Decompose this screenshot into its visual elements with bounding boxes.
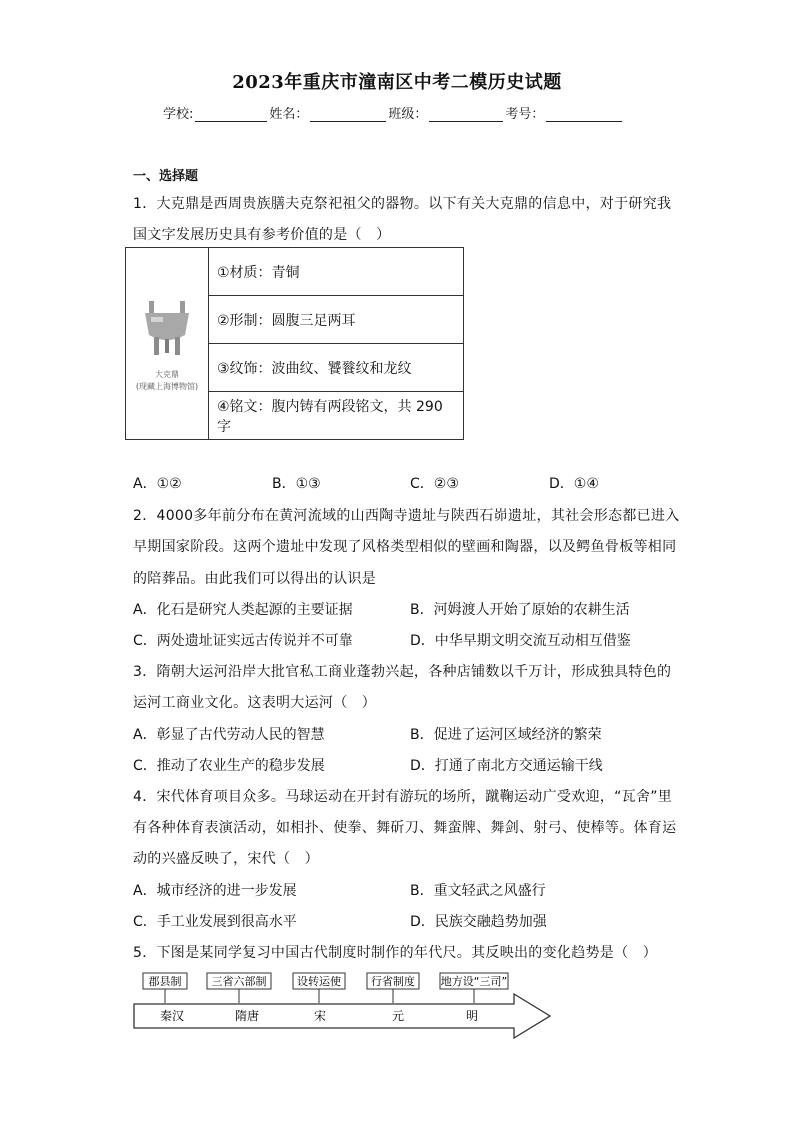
image-caption-name: 大克鼎	[155, 369, 179, 379]
q2-stem-line2: 早期国家阶段。这两个遗址中发现了风格类型相似的壁画和陶器，以及鳄鱼骨板等相同	[133, 539, 677, 555]
q1-stem-line2: 国文字发展历史具有参考价值的是（ ）	[133, 227, 391, 243]
q1-table-row-shape: ②形制：圆腹三足两耳	[209, 296, 464, 344]
student-info-row	[163, 103, 622, 122]
system-label: 设转运使	[297, 975, 341, 988]
q4-option-c[interactable]: C．手工业发展到很高水平	[133, 914, 297, 930]
q2-option-a[interactable]: A．化石是研究人类起源的主要证据	[133, 602, 353, 618]
q1-stem-line1: 1．大克鼎是西周贵族膳夫克祭祀祖父的器物。以下有关大克鼎的信息中，对于研究我	[133, 196, 672, 212]
q4-option-d[interactable]: D．民族交融趋势加强	[410, 914, 547, 930]
image-caption-museum: (现藏上海博物馆)	[135, 381, 199, 391]
dynasty-label: 秦汉	[159, 1009, 185, 1023]
q2-stem-line1: 2．4000多年前分布在黄河流域的山西陶寺遗址与陕西石峁遗址，其社会形态都已进入	[133, 508, 680, 524]
system-label: 行省制度	[371, 975, 415, 988]
q2-stem-line3: 的陪葬品。由此我们可以得出的认识是	[133, 571, 377, 587]
dynasty-label: 元	[391, 1009, 405, 1023]
q1-option-a[interactable]: A．①②	[133, 476, 182, 492]
class-label: 班级：	[388, 107, 428, 122]
system-label: 郡县制	[148, 975, 182, 988]
school-label: 学校:	[163, 107, 194, 122]
system-label: 三省六部制	[211, 975, 267, 988]
q1-option-d[interactable]: D．①④	[549, 476, 599, 492]
timeline-item-1	[143, 973, 187, 1023]
q3-option-a[interactable]: A．彰显了古代劳动人民的智慧	[133, 727, 325, 743]
q1-option-b[interactable]: B．①③	[272, 476, 321, 492]
timeline-item-4	[367, 973, 419, 1023]
timeline-item-3	[293, 973, 345, 1023]
name-label: 姓名：	[269, 107, 309, 122]
q2-option-b[interactable]: B．河姆渡人开始了原始的农耕生活	[410, 602, 630, 618]
bronze-ding-image	[127, 295, 207, 365]
q4-stem-line2: 有各种体育表演活动，如相扑、使拳、舞斫刀、舞蛮牌、舞剑、射弓、使棒等。体育运	[133, 820, 677, 836]
q3-option-d[interactable]: D．打通了南北方交通运输干线	[410, 758, 603, 774]
q1-option-c[interactable]: C．②③	[410, 476, 459, 492]
class-blank[interactable]	[429, 107, 503, 122]
q3-stem-line1: 3．隋朝大运河沿岸大批官私工商业蓬勃兴起，各种店铺数以千万计，形成独具特色的	[133, 664, 672, 680]
q3-stem-line2: 运河工商业文化。这表明大运河（ ）	[133, 695, 377, 711]
school-blank[interactable]	[195, 107, 267, 122]
dynasty-label: 隋唐	[234, 1009, 260, 1023]
name-blank[interactable]	[310, 107, 386, 122]
timeline-item-5	[440, 973, 508, 1023]
q5-stem-line1: 5．下图是某同学复习中国古代制度时制作的年代尺。其反映出的变化趋势是（ ）	[133, 945, 658, 961]
timeline-arrow	[134, 994, 550, 1038]
dynasty-label: 明	[465, 1009, 479, 1023]
q1-table-row-material: ①材质：青铜	[209, 248, 464, 296]
exam-number-label: 考号：	[505, 107, 545, 122]
system-label: 地方设“三司”	[440, 975, 508, 988]
q2-option-c[interactable]: C．两处遗址证实远古传说并不可靠	[133, 633, 353, 649]
exam-title: 2023年重庆市潼南区中考二模历史试题	[232, 72, 562, 93]
ding-image-cell	[126, 248, 209, 440]
q4-stem-line3: 动的兴盛反映了，宋代（ ）	[133, 851, 319, 867]
q3-option-c[interactable]: C．推动了农业生产的稳步发展	[133, 758, 325, 774]
q1-info-table	[125, 247, 464, 440]
q1-table-row-pattern: ③纹饰：波曲纹、饕餮纹和龙纹	[209, 344, 464, 392]
q1-table-row-inscription: ④铭文：腹内铸有两段铭文，共 290 字	[209, 392, 464, 440]
dynasty-label: 宋	[313, 1009, 327, 1023]
q4-option-a[interactable]: A．城市经济的进一步发展	[133, 883, 297, 899]
exam-number-blank[interactable]	[546, 107, 622, 122]
q4-stem-line1: 4．宋代体育项目众多。马球运动在开封有游玩的场所，蹴鞠运动广受欢迎，“瓦舍”里	[133, 789, 673, 805]
q4-option-b[interactable]: B．重文轻武之风盛行	[410, 883, 546, 899]
section-title: 一、选择题	[133, 169, 199, 184]
timeline-item-2	[207, 973, 271, 1023]
q2-option-d[interactable]: D．中华早期文明交流互动相互借鉴	[410, 633, 631, 649]
q3-option-b[interactable]: B．促进了运河区域经济的繁荣	[410, 727, 602, 743]
q5-timeline-diagram	[130, 968, 555, 1048]
